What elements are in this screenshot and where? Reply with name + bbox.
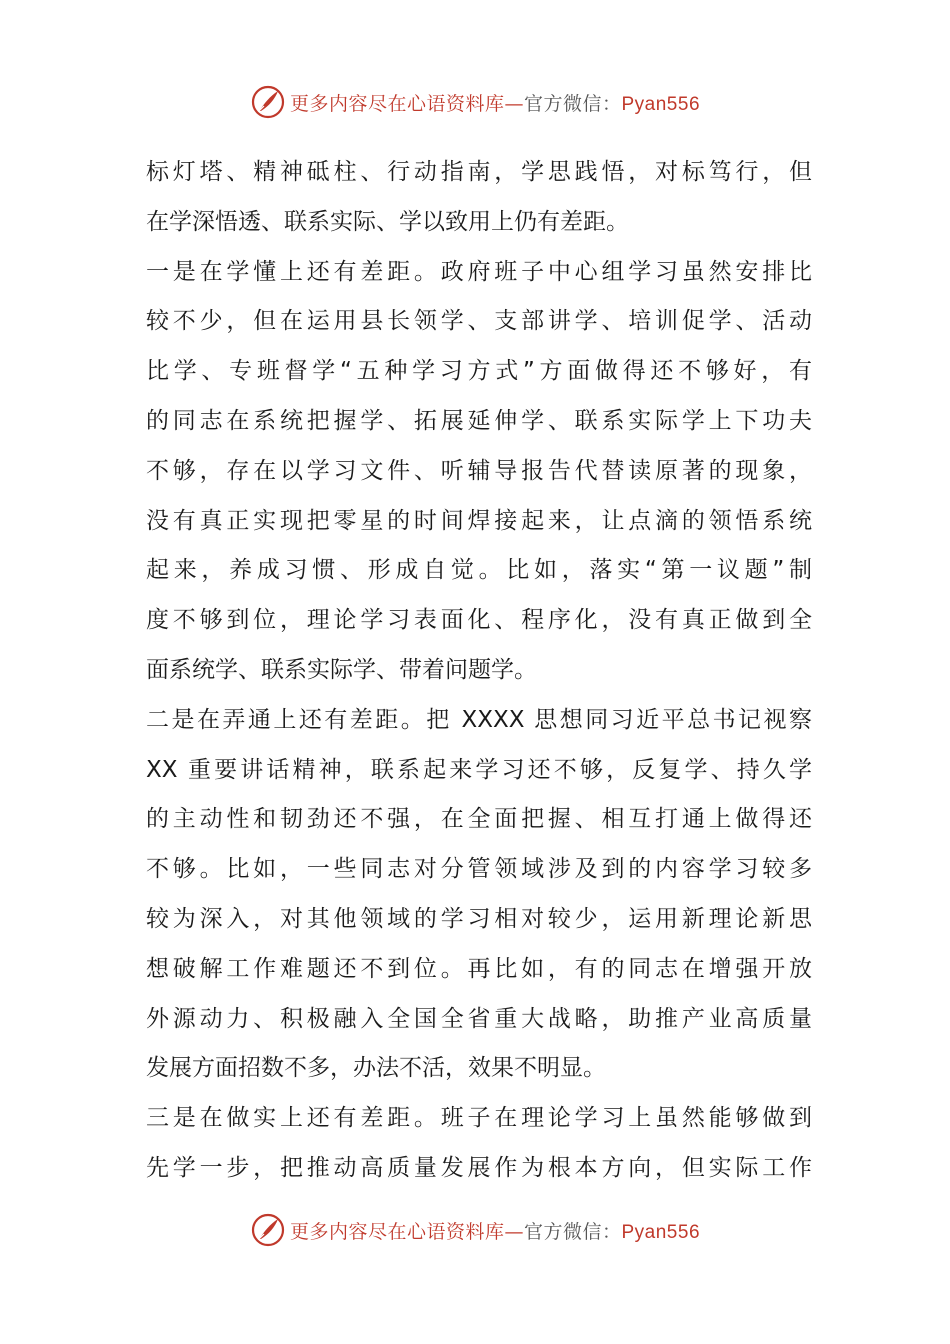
text-line: 标灯塔、精神砥柱、行动指南，学思践悟，对标笃行，但 (146, 159, 812, 185)
banner-wechat-label: 官方微信： (523, 92, 622, 115)
text-line: 发展方面招数不多，办法不活，效果不明显。 (146, 1055, 606, 1082)
banner-wechat-id: Pyan556 (621, 93, 701, 115)
quill-logo-icon (250, 84, 286, 120)
quill-logo-icon (250, 1212, 286, 1248)
text-line: 不够，存在以学习文件、听辅导报告代替读原著的现象， (146, 457, 812, 484)
banner-main-text: 更多内容尽在心语资料库 (289, 1220, 505, 1243)
text-line: 的同志在系统把握学、拓展延伸学、联系实际学上下功夫 (146, 407, 812, 434)
text-line: 度不够到位，理论学习表面化、程序化，没有真正做到全 (146, 607, 812, 634)
banner-dash: — (504, 92, 524, 115)
document-body (146, 148, 812, 1194)
text-line: 二是在弄通上还有差距。把 XXXX 思想同习近平总书记视察 (146, 706, 812, 733)
text-line: 先学一步，把推动高质量发展作为根本方向，但实际工作 (146, 1154, 812, 1181)
footer-banner (0, 1210, 950, 1250)
text-line: XX 重要讲话精神，联系起来学习还不够，反复学、持久学 (146, 756, 812, 783)
text-line: 的主动性和韧劲还不强，在全面把握、相互打通上做得还 (146, 806, 812, 833)
text-line: 面系统学、联系实际学、带着问题学。 (146, 656, 537, 683)
banner-text (290, 89, 700, 116)
text-line: 外源动力、积极融入全国全省重大战略，助推产业高质量 (146, 1005, 812, 1032)
text-line: 没有真正实现把零星的时间焊接起来，让点滴的领悟系统 (146, 507, 812, 534)
text-line: 不够。比如，一些同志对分管领域涉及到的内容学习较多 (146, 856, 812, 883)
banner-main-text: 更多内容尽在心语资料库 (289, 92, 505, 115)
text-line: 在学深悟透、联系实际、学以致用上仍有差距。 (146, 208, 629, 235)
text-line: 较不少，但在运用县长领学、支部讲学、培训促学、活动 (146, 308, 812, 335)
text-line: 三是在做实上还有差距。班子在理论学习上虽然能够做到 (146, 1105, 812, 1132)
banner-dash: — (504, 1220, 524, 1243)
header-banner (0, 82, 950, 122)
text-line: 比学、专班督学“五种学习方式”方面做得还不够好，有 (146, 358, 812, 385)
text-line: 想破解工作难题还不到位。再比如，有的同志在增强开放 (146, 955, 812, 982)
text-line: 较为深入，对其他领域的学习相对较少，运用新理论新思 (146, 905, 812, 932)
banner-wechat-label: 官方微信： (523, 1220, 622, 1243)
text-line: 起来，养成习惯、形成自觉。比如，落实“第一议题”制 (146, 557, 812, 584)
text-line: 一是在学懂上还有差距。政府班子中心组学习虽然安排比 (146, 258, 812, 285)
banner-wechat-id: Pyan556 (621, 1221, 701, 1243)
banner-text (290, 1217, 700, 1244)
